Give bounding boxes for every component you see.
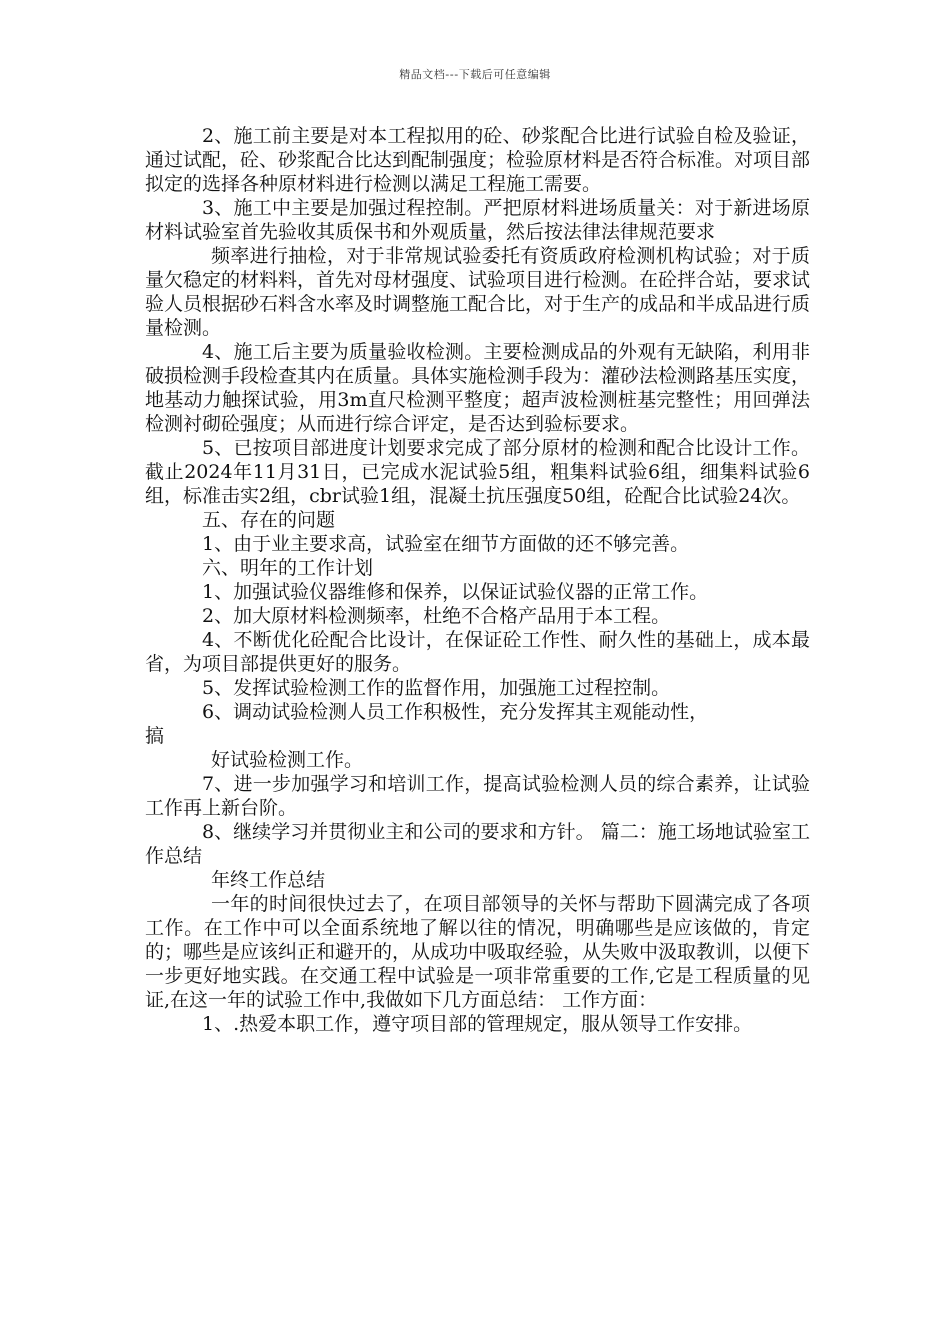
section-heading-annual-summary: 年终工作总结: [211, 869, 326, 891]
paragraph-plan-4: 4、不断优化砼配合比设计，在保证砼工作性、耐久性的基础上，成本最省，为项目部提供更好的服务。: [145, 629, 810, 675]
paragraph-work-1: 1、.热爱本职工作，遵守项目部的管理规定，服从领导工作安排。: [202, 1013, 753, 1035]
page-header: 精品文档---下载后可任意编辑: [399, 68, 551, 81]
paragraph-plan-6-continued: 好试验检测工作。: [211, 749, 364, 771]
paragraph-item-2: 2、施工前主要是对本工程拟用的砼、砂浆配合比进行试验自检及验证，通过试配，砼、砂浆配合比达到配制强度；检验原材料是否符合标准。对项目部拟定的选择各种原材料进行检测以满足工程施工需要。: [145, 125, 811, 195]
paragraph-plan-7: 7、进一步加强学习和培训工作，提高试验检测人员的综合素养，让试验工作再上新台阶。: [145, 773, 810, 819]
paragraph-item-5: 5、已按项目部进度计划要求完成了部分原材的检测和配合比设计工作。截止2024年11月31日，已完成水泥试验5组，粗集料试验6组，细集料试验6组，标准击实2组，cbr试验1组，混凝土抗压强度50组，砼配合比试验24次。: [145, 437, 810, 507]
paragraph-problem-1: 1、由于业主要求高，试验室在细节方面做的还不够完善。: [202, 533, 690, 555]
paragraph-plan-6-break: 搞: [145, 725, 165, 747]
paragraph-plan-5: 5、发挥试验检测工作的监督作用，加强施工过程控制。: [202, 677, 671, 699]
paragraph-item-3-continued: 频率进行抽检，对于非常规试验委托有资质政府检测机构试验；对于质量欠稳定的材料料，首先对母材强度、试验项目进行检测。在砼拌合站，要求试验人员根据砂石料含水率及时调整施工配合比，对于生产的成品和半成品进行质量检测。: [145, 245, 811, 339]
document-body: [145, 124, 810, 1036]
paragraph-plan-1: 1、加强试验仪器维修和保养，以保证试验仪器的正常工作。: [202, 581, 709, 603]
section-heading-next-year-plan: 六、明年的工作计划: [202, 557, 374, 579]
section-heading-problems: 五、存在的问题: [202, 509, 336, 531]
paragraph-summary-intro: 一年的时间很快过去了，在项目部领导的关怀与帮助下圆满完成了各项工作。在工作中可以全面系统地了解以往的情况，明确哪些是应该做的，肯定的；哪些是应该纠正和避开的，从成功中吸取经验，从失败中汲取教训，以便下一步更好地实践。在交通工程中试验是一项非常重要的工作,它是工程质量的见证,在这一年的试验工作中,我做如下几方面总结： 工作方面：: [145, 893, 811, 1011]
paragraph-plan-6: 6、调动试验检测人员工作积极性，充分发挥其主观能动性，: [202, 701, 709, 723]
paragraph-plan-8: 8、继续学习并贯彻业主和公司的要求和方针。 篇二：施工场地试验室工作总结: [145, 821, 810, 867]
paragraph-plan-2: 2、加大原材料检测频率，杜绝不合格产品用于本工程。: [202, 605, 671, 627]
paragraph-item-3: 3、施工中主要是加强过程控制。严把原材料进场质量关：对于新进场原材料试验室首先验收其质保书和外观质量，然后按法律法律规范要求: [145, 197, 810, 243]
paragraph-item-4: 4、施工后主要为质量验收检测。主要检测成品的外观有无缺陷，利用非破损检测手段检查其内在质量。具体实施检测手段为：灌砂法检测路基压实度，地基动力触探试验，用3m直尺检测平整度；超声波检测桩基完整性；用回弹法检测衬砌砼强度；从而进行综合评定，是否达到验标要求。: [145, 341, 811, 435]
